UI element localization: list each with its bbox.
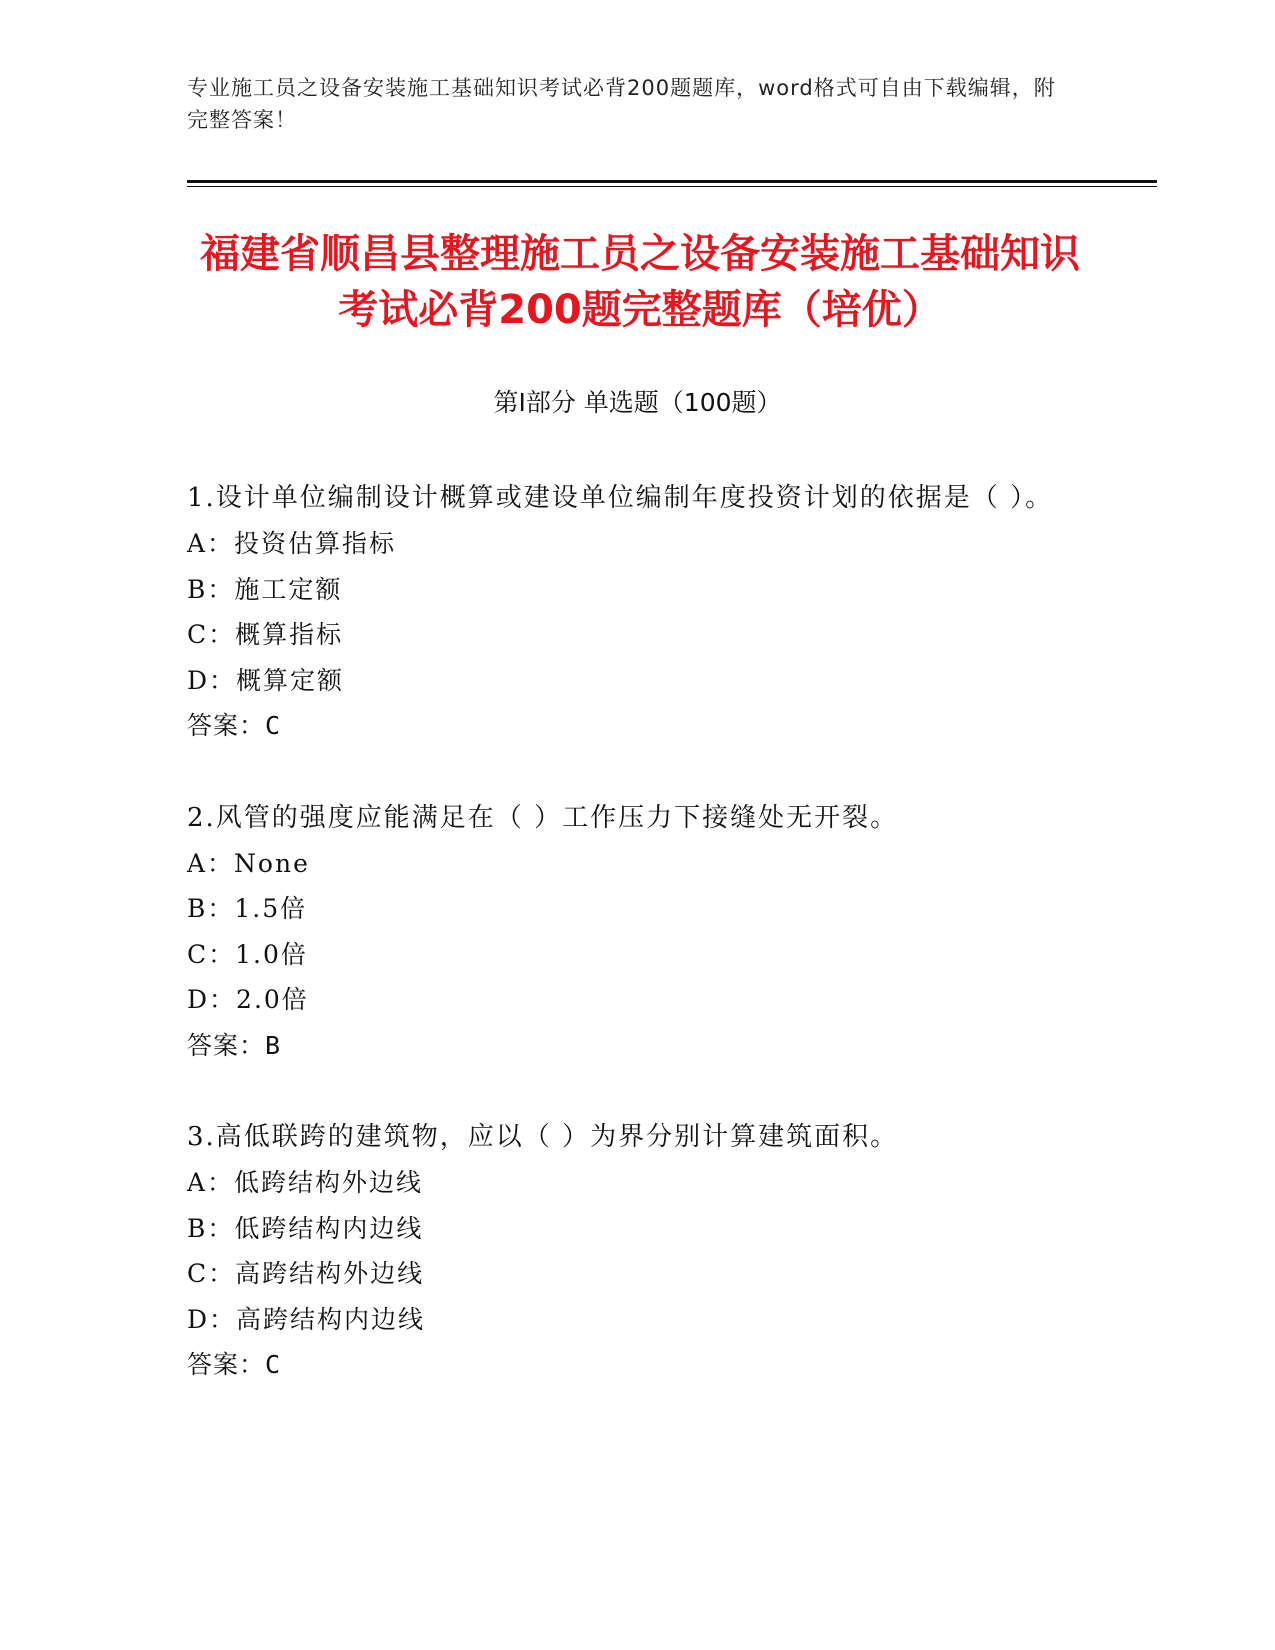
question-1 xyxy=(187,476,1067,749)
question-2 xyxy=(187,796,1067,1069)
option-d: D：2.0倍 xyxy=(187,985,309,1014)
document-title: 福建省顺昌县整理施工员之设备安装施工基础知识考试必背200题完整题库（培优） xyxy=(200,231,1080,333)
question-stem: 3.高低联跨的建筑物，应以（ ）为界分别计算建筑面积。 xyxy=(187,1122,899,1152)
answer-line xyxy=(187,1342,1067,1388)
answer-value: C xyxy=(265,711,281,740)
option-d: D：概算定额 xyxy=(187,665,345,695)
option-b: B：1.5倍 xyxy=(187,894,308,923)
header-note: 专业施工员之设备安装施工基础知识考试必背200题题库，word格式可自由下载编辑，附完整答案！ xyxy=(187,76,1056,132)
answer-line xyxy=(187,703,1067,749)
option-c: C：高跨结构外边线 xyxy=(187,1259,425,1288)
question-list xyxy=(187,476,1067,1435)
question-3 xyxy=(187,1115,1067,1388)
section-title: 第I部分 单选题（100题） xyxy=(493,388,782,417)
answer-line xyxy=(187,1023,1067,1069)
answer-label: 答案： xyxy=(187,1350,266,1379)
option-c: C：概算指标 xyxy=(187,620,344,649)
option-b: B：施工定额 xyxy=(187,574,343,604)
option-b: B：低跨结构内边线 xyxy=(187,1213,424,1243)
option-a: A：低跨结构外边线 xyxy=(187,1168,424,1197)
question-stem: 2.风管的强度应能满足在（ ）工作压力下接缝处无开裂。 xyxy=(187,802,899,833)
option-a: A：投资估算指标 xyxy=(187,529,397,558)
option-d: D：高跨结构内边线 xyxy=(187,1304,426,1334)
header-divider-thin xyxy=(187,186,1157,187)
option-c: C：1.0倍 xyxy=(187,939,308,969)
answer-label: 答案： xyxy=(187,1030,266,1060)
header-divider-thick xyxy=(187,180,1157,183)
option-a: A：None xyxy=(187,848,310,878)
answer-label: 答案： xyxy=(187,711,266,740)
question-stem: 1.设计单位编制设计概算或建设单位编制年度投资计划的依据是（ ）。 xyxy=(187,483,1054,513)
answer-value: B xyxy=(265,1030,281,1060)
answer-value: C xyxy=(265,1350,281,1379)
